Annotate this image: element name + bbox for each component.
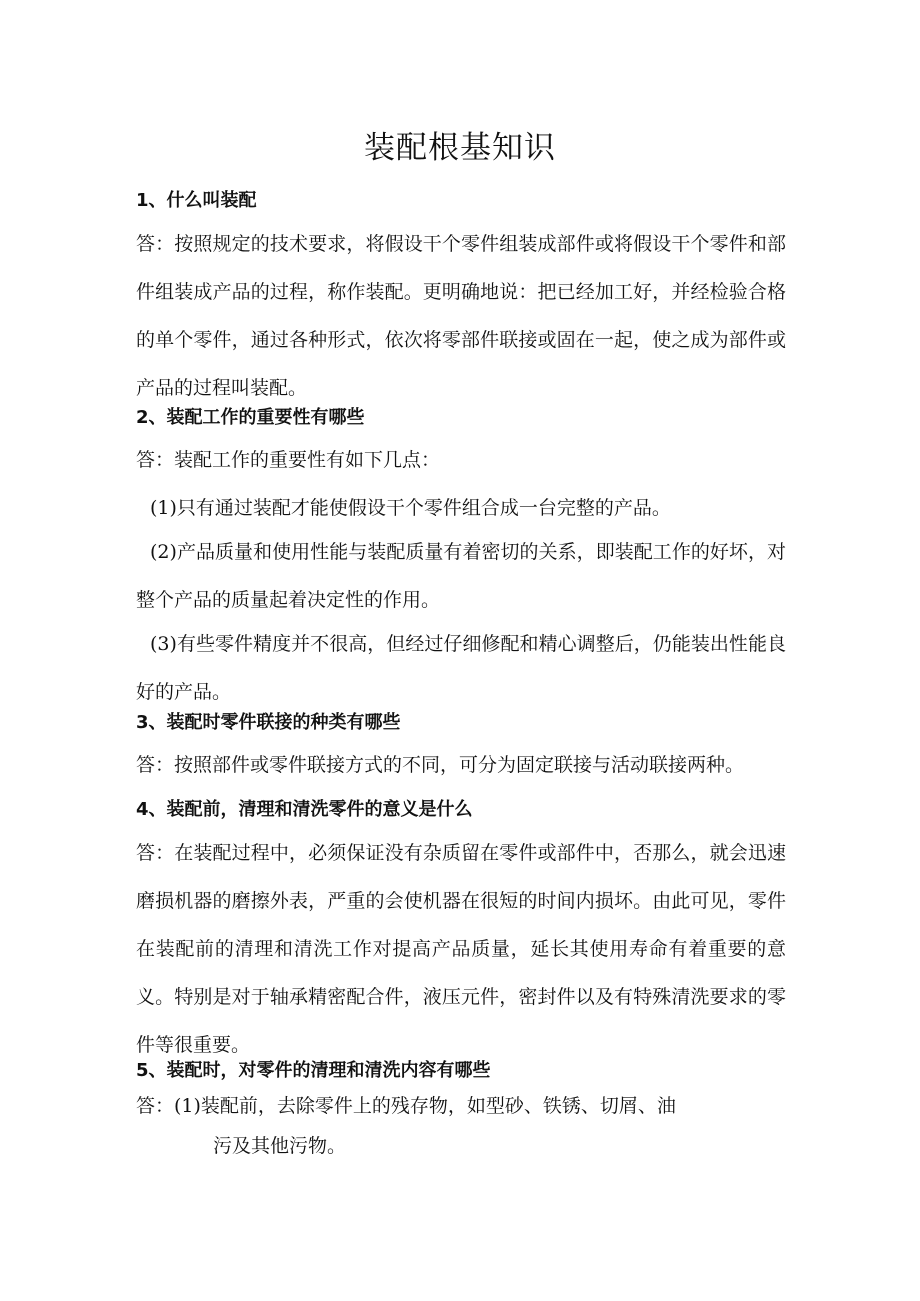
- question-4-heading: 4、装配前，清理和清洗零件的意义是什么: [136, 799, 473, 820]
- answer-5-line-2: 污及其他污物。: [213, 1135, 347, 1157]
- answer-2-point-1: (1)只有通过装配才能使假设干个零件组合成一台完整的产品。: [150, 497, 671, 519]
- answer-5-line-1: 答：(1)装配前，去除零件上的残存物，如型砂、铁锈、切屑、油: [136, 1095, 676, 1117]
- answer-1-paragraph: 答：按照规定的技术要求，将假设干个零件组装成部件或将假设干个零件和部件组装成产品的过程，称作装配。更明确地说：把已经加工好，并经检验合格的单个零件，通过各种形式，依次将零部件联接或固在一起，使之成为部件或产品的过程叫装配。: [136, 233, 786, 399]
- answer-2-intro: 答：装配工作的重要性有如下几点：: [136, 449, 441, 471]
- question-5-heading: 5、装配时，对零件的清理和清洗内容有哪些: [136, 1060, 491, 1081]
- answer-2-point-2: (2)产品质量和使用性能与装配质量有着密切的关系，即装配工作的好坏，对整个产品的质量起着决定性的作用。: [136, 541, 786, 611]
- question-3-heading: 3、装配时零件联接的种类有哪些: [136, 712, 401, 733]
- answer-2-point-3: (3)有些零件精度并不很高，但经过仔细修配和精心调整后，仍能装出性能良好的产品。: [136, 633, 786, 703]
- answer-4-paragraph: 答：在装配过程中，必须保证没有杂质留在零件或部件中，否那么，就会迅速磨损机器的磨擦外表，严重的会使机器在很短的时间内损坏。由此可见，零件在装配前的清理和清洗工作对提高产品质量，延长其使用寿命有着重要的意义。特别是对于轴承精密配合件，液压元件，密封件以及有特殊清洗要求的零件等很重要。: [136, 842, 786, 1056]
- question-2-heading: 2、装配工作的重要性有哪些: [136, 407, 365, 428]
- question-1-heading: 1、什么叫装配: [136, 190, 257, 211]
- answer-3-paragraph: 答：按照部件或零件联接方式的不同，可分为固定联接与活动联接两种。: [136, 754, 745, 776]
- document-title: 装配根基知识: [364, 130, 556, 166]
